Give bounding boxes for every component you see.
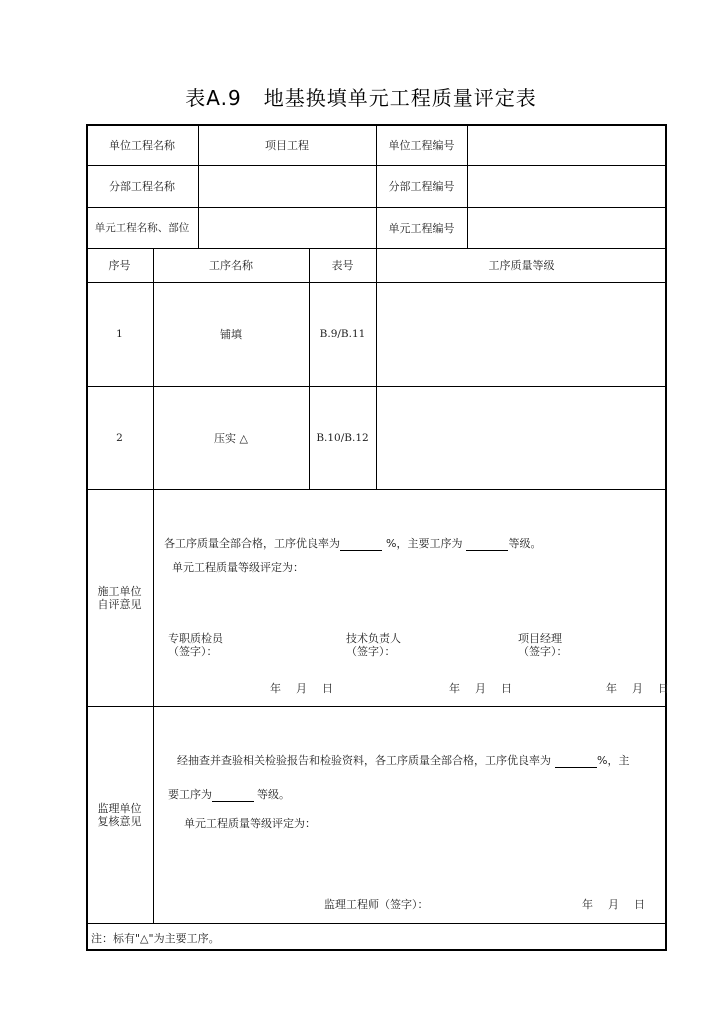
division-project-name-field[interactable] (198, 165, 376, 207)
element-project-code-field[interactable] (467, 207, 667, 248)
contractor-main-process-grade-field[interactable] (466, 538, 508, 551)
signer-technical-lead: 技术负责人 （签字）： (346, 632, 401, 658)
supervisor-statement-line1: 经抽查并查验相关检验报告和检验资料，各工序质量全部合格，工序优良率为 %，主 (177, 754, 630, 767)
signer-quality-inspector: 专职质检员 （签字）： (168, 632, 223, 658)
process-row-2-grade-field[interactable] (376, 386, 667, 490)
element-project-name-label: 单元工程名称、部位 (94, 222, 190, 234)
process-row-2-name: 压实 △ (214, 432, 248, 445)
row-divider (86, 923, 667, 924)
contractor-unit-grade-field[interactable] (290, 559, 590, 573)
division-project-code-label: 分部工程编号 (388, 180, 455, 193)
supervisor-engineer-signature[interactable]: 监理工程师（签字）： (324, 898, 429, 911)
supervisor-unit-grade-label: 单元工程质量等级评定为： (184, 817, 316, 830)
supervisor-date[interactable]: 年 月 日 (582, 898, 647, 911)
page-title (0, 82, 722, 111)
supervisor-excellent-rate-field[interactable] (555, 755, 597, 768)
contractor-excellent-rate-field[interactable] (340, 538, 382, 551)
date-technical-lead[interactable]: 年 月 日 (449, 682, 514, 695)
title-code: 表A.9 (185, 86, 242, 110)
signer-project-manager: 项目经理 （签字）： (518, 632, 568, 658)
footnote: 注：标有"△"为主要工序。 (91, 932, 220, 945)
date-project-manager[interactable]: 年 月 日 (606, 682, 671, 695)
col-header-no: 序号 (108, 259, 131, 272)
process-row-1-form: B.9/B.11 (319, 328, 366, 340)
division-project-code-field[interactable] (467, 165, 667, 207)
unit-project-code-label: 单位工程编号 (388, 138, 455, 152)
supervisor-label-line1: 监理单位 (97, 801, 142, 815)
process-row-1-no: 1 (116, 328, 123, 340)
contractor-label-line1: 施工单位 (97, 585, 142, 598)
supervisor-statement-line2: 要工序为 等级。 (168, 788, 290, 801)
unit-project-name-label: 单位工程名称 (109, 138, 175, 152)
division-project-name-label: 分部工程名称 (109, 180, 175, 193)
col-header-quality-grade: 工序质量等级 (488, 259, 555, 272)
unit-project-code-field[interactable] (467, 124, 667, 165)
title-text: 地基换填单元工程质量评定表 (263, 86, 537, 110)
element-project-name-field[interactable] (198, 207, 376, 248)
contractor-unit-grade-label: 单元工程质量等级评定为： (172, 561, 304, 574)
supervisor-main-process-grade-field[interactable] (212, 789, 254, 802)
contractor-label-line2: 自评意见 (97, 598, 142, 611)
contractor-section-label (86, 490, 153, 706)
col-header-form-no: 表号 (331, 259, 354, 272)
element-project-code-label: 单元工程编号 (388, 221, 455, 235)
col-header-process-name: 工序名称 (209, 259, 253, 272)
date-quality-inspector[interactable]: 年 月 日 (270, 682, 335, 695)
process-row-1-grade-field[interactable] (376, 282, 667, 386)
process-row-1-name: 铺填 (220, 328, 242, 341)
row-divider (86, 706, 667, 707)
process-row-2-form: B.10/B.12 (316, 432, 369, 444)
supervisor-unit-grade-field[interactable] (300, 815, 600, 829)
supervisor-section-label (86, 706, 153, 923)
supervisor-label-line2: 复核意见 (97, 814, 142, 828)
contractor-statement: 各工序质量全部合格，工序优良率为 %，主要工序为 等级。 (164, 537, 542, 550)
unit-project-name-field[interactable]: 项目工程 (265, 138, 309, 152)
process-row-2-no: 2 (116, 432, 123, 444)
